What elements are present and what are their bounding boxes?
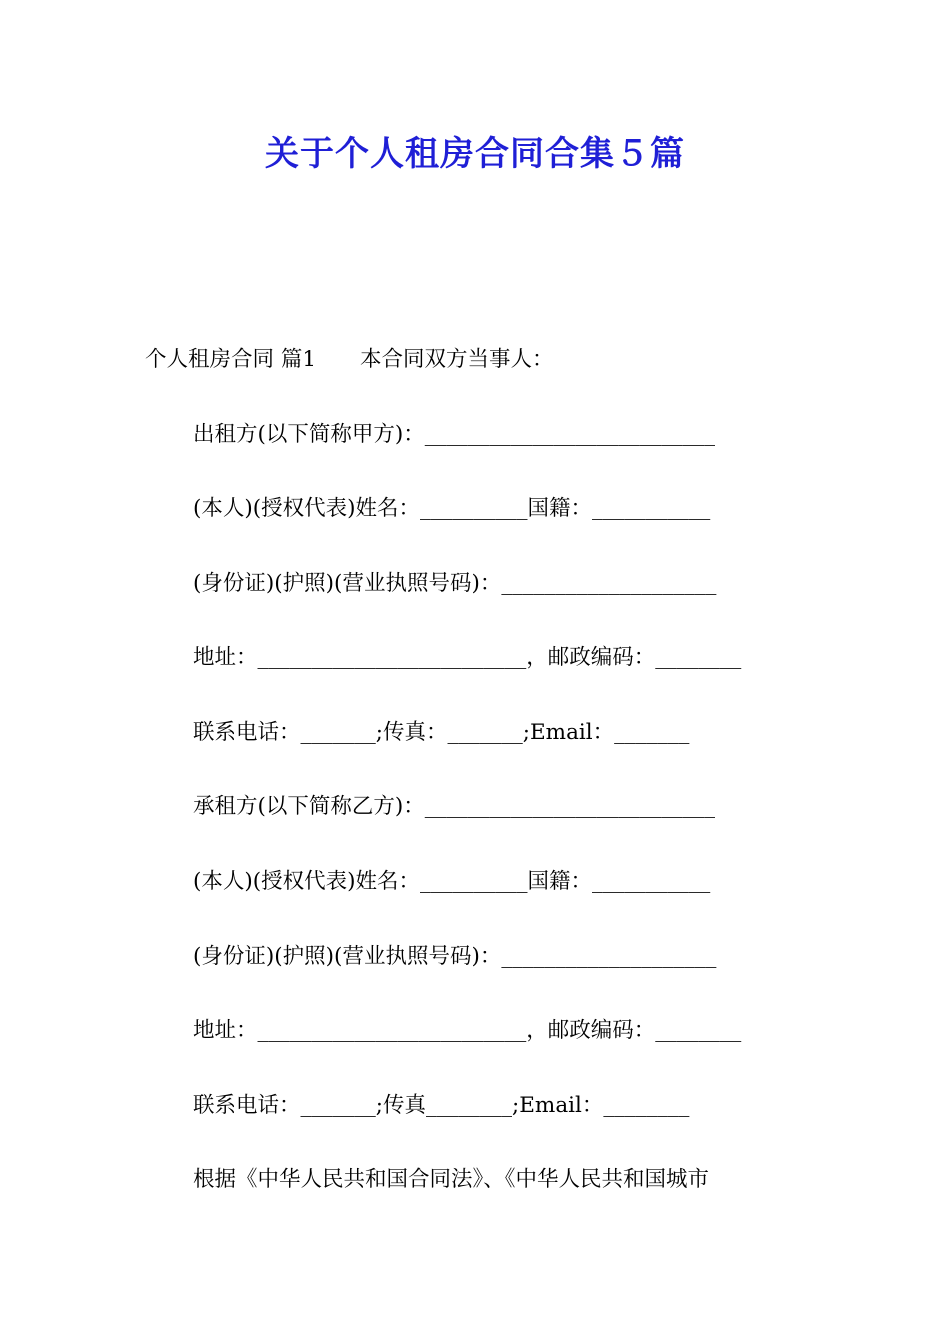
lessor-address-line: 地址：_________________________，邮政编码：________	[193, 645, 742, 670]
contract-heading-line	[145, 340, 554, 380]
lessor-id-line: (身份证)(护照)(营业执照号码)：____________________	[193, 571, 717, 596]
lessee-name-nationality-line: (本人)(授权代表)姓名：__________国籍：___________	[193, 869, 711, 894]
lessor-line: 出租方(以下简称甲方)：___________________________	[193, 422, 716, 447]
lessor-name-nationality-line: (本人)(授权代表)姓名：__________国籍：___________	[193, 496, 711, 521]
contract-parties-intro: 本合同双方当事人：	[360, 347, 554, 372]
lessor-contact-line: 联系电话：_______;传真：_______;Email：_______	[193, 720, 690, 745]
contract-section-title: 个人租房合同 篇1	[145, 347, 317, 372]
lessee-address-line: 地址：_________________________，邮政编码：________	[193, 1018, 742, 1043]
lessee-line: 承租方(以下简称乙方)：___________________________	[193, 794, 716, 819]
document-title: 关于个人租房合同合集５篇	[265, 134, 685, 174]
lessee-contact-line: 联系电话：_______;传真________;Email：________	[193, 1093, 690, 1118]
lessee-id-line: (身份证)(护照)(营业执照号码)：____________________	[193, 944, 717, 969]
legal-basis-line: 根据《中华人民共和国合同法》、《中华人民共和国城市	[193, 1167, 710, 1192]
